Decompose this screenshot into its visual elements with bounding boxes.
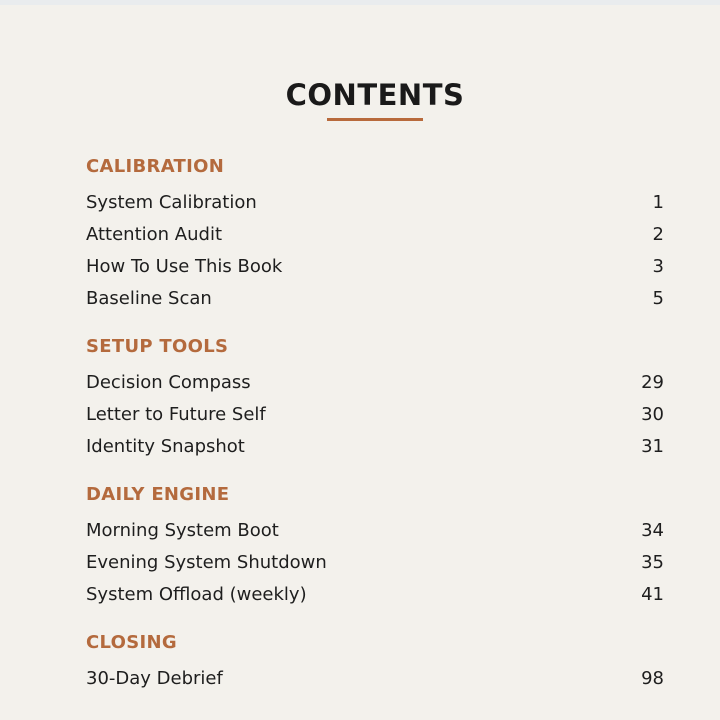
section-heading: SETUP TOOLS — [86, 336, 229, 357]
section-heading: CLOSING — [86, 632, 177, 653]
toc-entry[interactable] — [86, 218, 664, 250]
entry-page-number: 31 — [641, 435, 664, 457]
entry-page-number: 1 — [652, 191, 664, 213]
entry-label: How To Use This Book — [86, 255, 283, 277]
section-daily-engine — [86, 480, 664, 610]
toc-entry[interactable] — [86, 250, 664, 282]
entry-page-number: 30 — [641, 403, 664, 425]
toc-entry[interactable] — [86, 282, 664, 314]
toc-entry[interactable] — [86, 578, 664, 610]
entry-label: Attention Audit — [86, 223, 223, 245]
toc-entry[interactable] — [86, 366, 664, 398]
entry-label: Morning System Boot — [86, 519, 279, 541]
section-setup-tools — [86, 332, 664, 462]
entry-label: System Offload (weekly) — [86, 583, 307, 605]
entry-label: Evening System Shutdown — [86, 551, 327, 573]
entry-page-number: 98 — [641, 667, 664, 689]
entry-page-number: 34 — [641, 519, 664, 541]
section-closing — [86, 628, 664, 694]
entry-label: 30-Day Debrief — [86, 667, 223, 689]
entry-label: Identity Snapshot — [86, 435, 245, 457]
table-of-contents — [86, 152, 664, 712]
toc-entry[interactable] — [86, 186, 664, 218]
toc-entry[interactable] — [86, 662, 664, 694]
toc-entry[interactable] — [86, 430, 664, 462]
entry-page-number: 5 — [652, 287, 664, 309]
section-heading: DAILY ENGINE — [86, 484, 230, 505]
entry-label: System Calibration — [86, 191, 257, 213]
entry-label: Decision Compass — [86, 371, 251, 393]
toc-entry[interactable] — [86, 546, 664, 578]
toc-entry[interactable] — [86, 514, 664, 546]
entry-page-number: 35 — [641, 551, 664, 573]
page-title: CONTENTS — [285, 78, 465, 112]
title-underline — [327, 118, 423, 121]
entry-page-number: 41 — [641, 583, 664, 605]
entry-page-number: 29 — [641, 371, 664, 393]
section-calibration — [86, 152, 664, 314]
entry-page-number: 2 — [652, 223, 664, 245]
entry-label: Baseline Scan — [86, 287, 212, 309]
entry-page-number: 3 — [652, 255, 664, 277]
section-heading: CALIBRATION — [86, 156, 225, 177]
entry-label: Letter to Future Self — [86, 403, 266, 425]
toc-entry[interactable] — [86, 398, 664, 430]
top-strip — [0, 0, 720, 5]
